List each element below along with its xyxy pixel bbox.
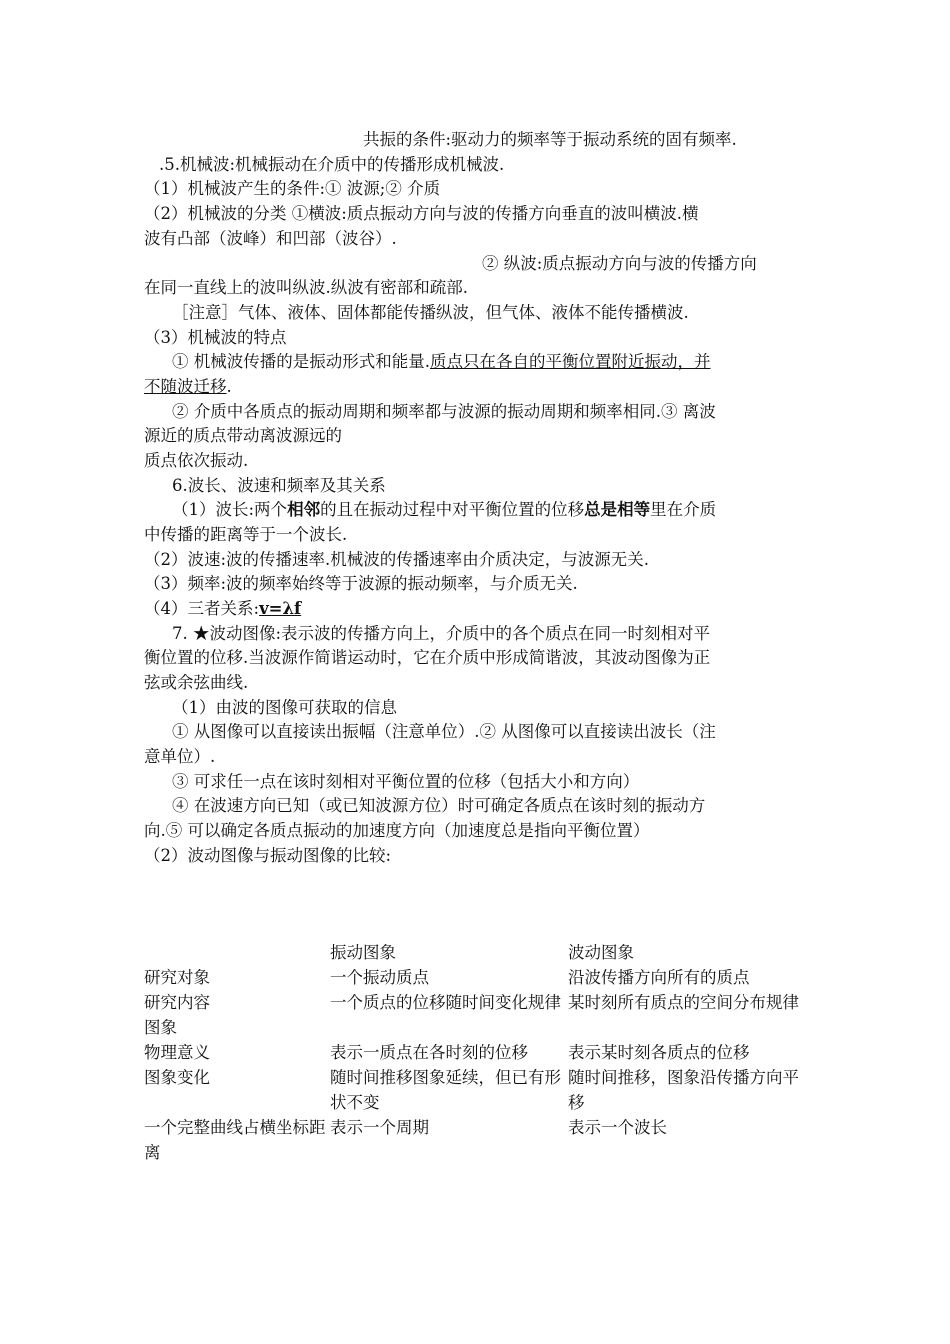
table-cell: 表示一个波长 xyxy=(568,1118,667,1137)
table-header-row xyxy=(144,940,804,965)
text-line: 中传播的距离等于一个波长. xyxy=(144,525,348,544)
text-line xyxy=(172,498,716,522)
table-cell: 表示一质点在各时刻的位移 xyxy=(330,1043,528,1062)
text-line: ② 介质中各质点的振动周期和频率都与波源的振动周期和频率相同.③ 离波 xyxy=(172,402,716,421)
text-line: （1）机械波产生的条件:① 波源;② 介质 xyxy=(144,179,441,198)
text-span: （1）波长:两个 xyxy=(172,500,288,519)
text-line: 共振的条件:驱动力的频率等于振动系统的固有频率. xyxy=(363,130,737,149)
table-cell: 研究内容 xyxy=(144,993,210,1012)
comparison-table xyxy=(144,940,804,1165)
section-6-heading: 6.波长、波速和频率及其关系 xyxy=(172,476,386,495)
text-line: ④ 在波速方向已知（或已知波源方位）时可确定各质点在该时刻的振动方 xyxy=(172,796,706,815)
table-cell: 图象变化 xyxy=(144,1068,210,1087)
section-5-heading: .5.机械波:机械振动在介质中的传播形成机械波. xyxy=(159,155,505,174)
underlined-text: 不随波迁移 xyxy=(144,377,227,396)
text-line: 在同一直线上的波叫纵波.纵波有密部和疏部. xyxy=(144,278,468,297)
text-span: （4）三者关系: xyxy=(144,599,260,618)
table-cell: 图象 xyxy=(144,1018,177,1037)
text-line: （3）机械波的特点 xyxy=(144,328,287,347)
text-line: （2）波速:波的传播速率.机械波的传播速率由介质决定，与波源无关. xyxy=(144,550,650,569)
table-cell: 一个质点的位移随时间变化规律 xyxy=(330,993,561,1012)
table-row xyxy=(144,965,804,990)
text-span: . xyxy=(226,377,232,396)
text-line: 源近的质点带动离波源远的 xyxy=(144,426,342,445)
section-7-heading: 7. ★波动图像:表示波的传播方向上，介质中的各个质点在同一时刻相对平 xyxy=(172,624,711,643)
text-line: 意单位）. xyxy=(144,747,216,766)
text-line: 弦或余弦曲线. xyxy=(144,673,249,692)
text-line xyxy=(144,375,232,399)
table-cell: 研究对象 xyxy=(144,968,210,987)
table-cell xyxy=(568,1015,804,1040)
table-row xyxy=(144,1115,804,1165)
text-span: ① 机械波传播的是振动形式和能量. xyxy=(172,352,430,371)
table-header-cell: 振动图象 xyxy=(330,943,396,962)
text-span: 的且在振动过程中对平衡位置的位移 xyxy=(320,500,585,519)
text-span: 里在介质 xyxy=(650,500,717,519)
text-line xyxy=(172,350,711,374)
table-cell: 随时间推移，图象沿传播方向平移 xyxy=(568,1068,799,1112)
table-cell: 某时刻所有质点的空间分布规律 xyxy=(568,993,799,1012)
text-line: ② 纵波:质点振动方向与波的传播方向 xyxy=(482,254,757,273)
table-cell: 表示一个周期 xyxy=(330,1118,429,1137)
underlined-text: 质点只在各自的平衡位置附近振动，并 xyxy=(430,352,711,371)
table-cell: 物理意义 xyxy=(144,1043,210,1062)
text-line: ① 从图像可以直接读出振幅（注意单位）.② 从图像可以直接读出波长（注 xyxy=(172,722,716,741)
note-line: ［注意］气体、液体、固体都能传播纵波，但气体、液体不能传播横波. xyxy=(172,303,689,322)
text-line xyxy=(144,597,301,621)
text-line: （3）频率:波的频率始终等于波源的振动频率，与介质无关. xyxy=(144,574,578,593)
table-header-cell xyxy=(144,940,330,965)
text-line: 质点依次振动. xyxy=(144,451,249,470)
table-cell: 一个完整曲线占横坐标距离 xyxy=(144,1118,326,1162)
text-line: （1）由波的图像可获取的信息 xyxy=(172,698,397,717)
table-row xyxy=(144,1065,804,1115)
table-cell: 沿波传播方向所有的质点 xyxy=(568,968,750,987)
bold-text: 相邻 xyxy=(287,500,321,519)
table-row xyxy=(144,1040,804,1065)
table-cell: 随时间推移图象延续，但已有形状不变 xyxy=(330,1068,561,1112)
table-cell: 表示某时刻各质点的位移 xyxy=(568,1043,750,1062)
text-line: ③ 可求任一点在该时刻相对平衡位置的位移（包括大小和方向） xyxy=(172,772,640,791)
text-line: 向.⑤ 可以确定各质点振动的加速度方向（加速度总是指向平衡位置） xyxy=(144,821,650,840)
text-line: 衡位置的位移.当波源作简谐运动时，它在介质中形成简谐波，其波动图像为正 xyxy=(144,648,711,667)
table-cell xyxy=(330,1015,568,1040)
bold-text: 总是相等 xyxy=(584,500,651,519)
text-line: （2）波动图像与振动图像的比较: xyxy=(144,846,392,865)
formula: v=λf xyxy=(259,599,302,618)
table-cell: 一个振动质点 xyxy=(330,968,429,987)
table-header-cell: 波动图象 xyxy=(568,943,634,962)
table-row xyxy=(144,1015,804,1040)
table-row xyxy=(144,990,804,1015)
text-line: 波有凸部（波峰）和凹部（波谷）. xyxy=(144,229,397,248)
text-line: （2）机械波的分类 ①横波:质点振动方向与波的传播方向垂直的波叫横波.横 xyxy=(144,204,699,223)
